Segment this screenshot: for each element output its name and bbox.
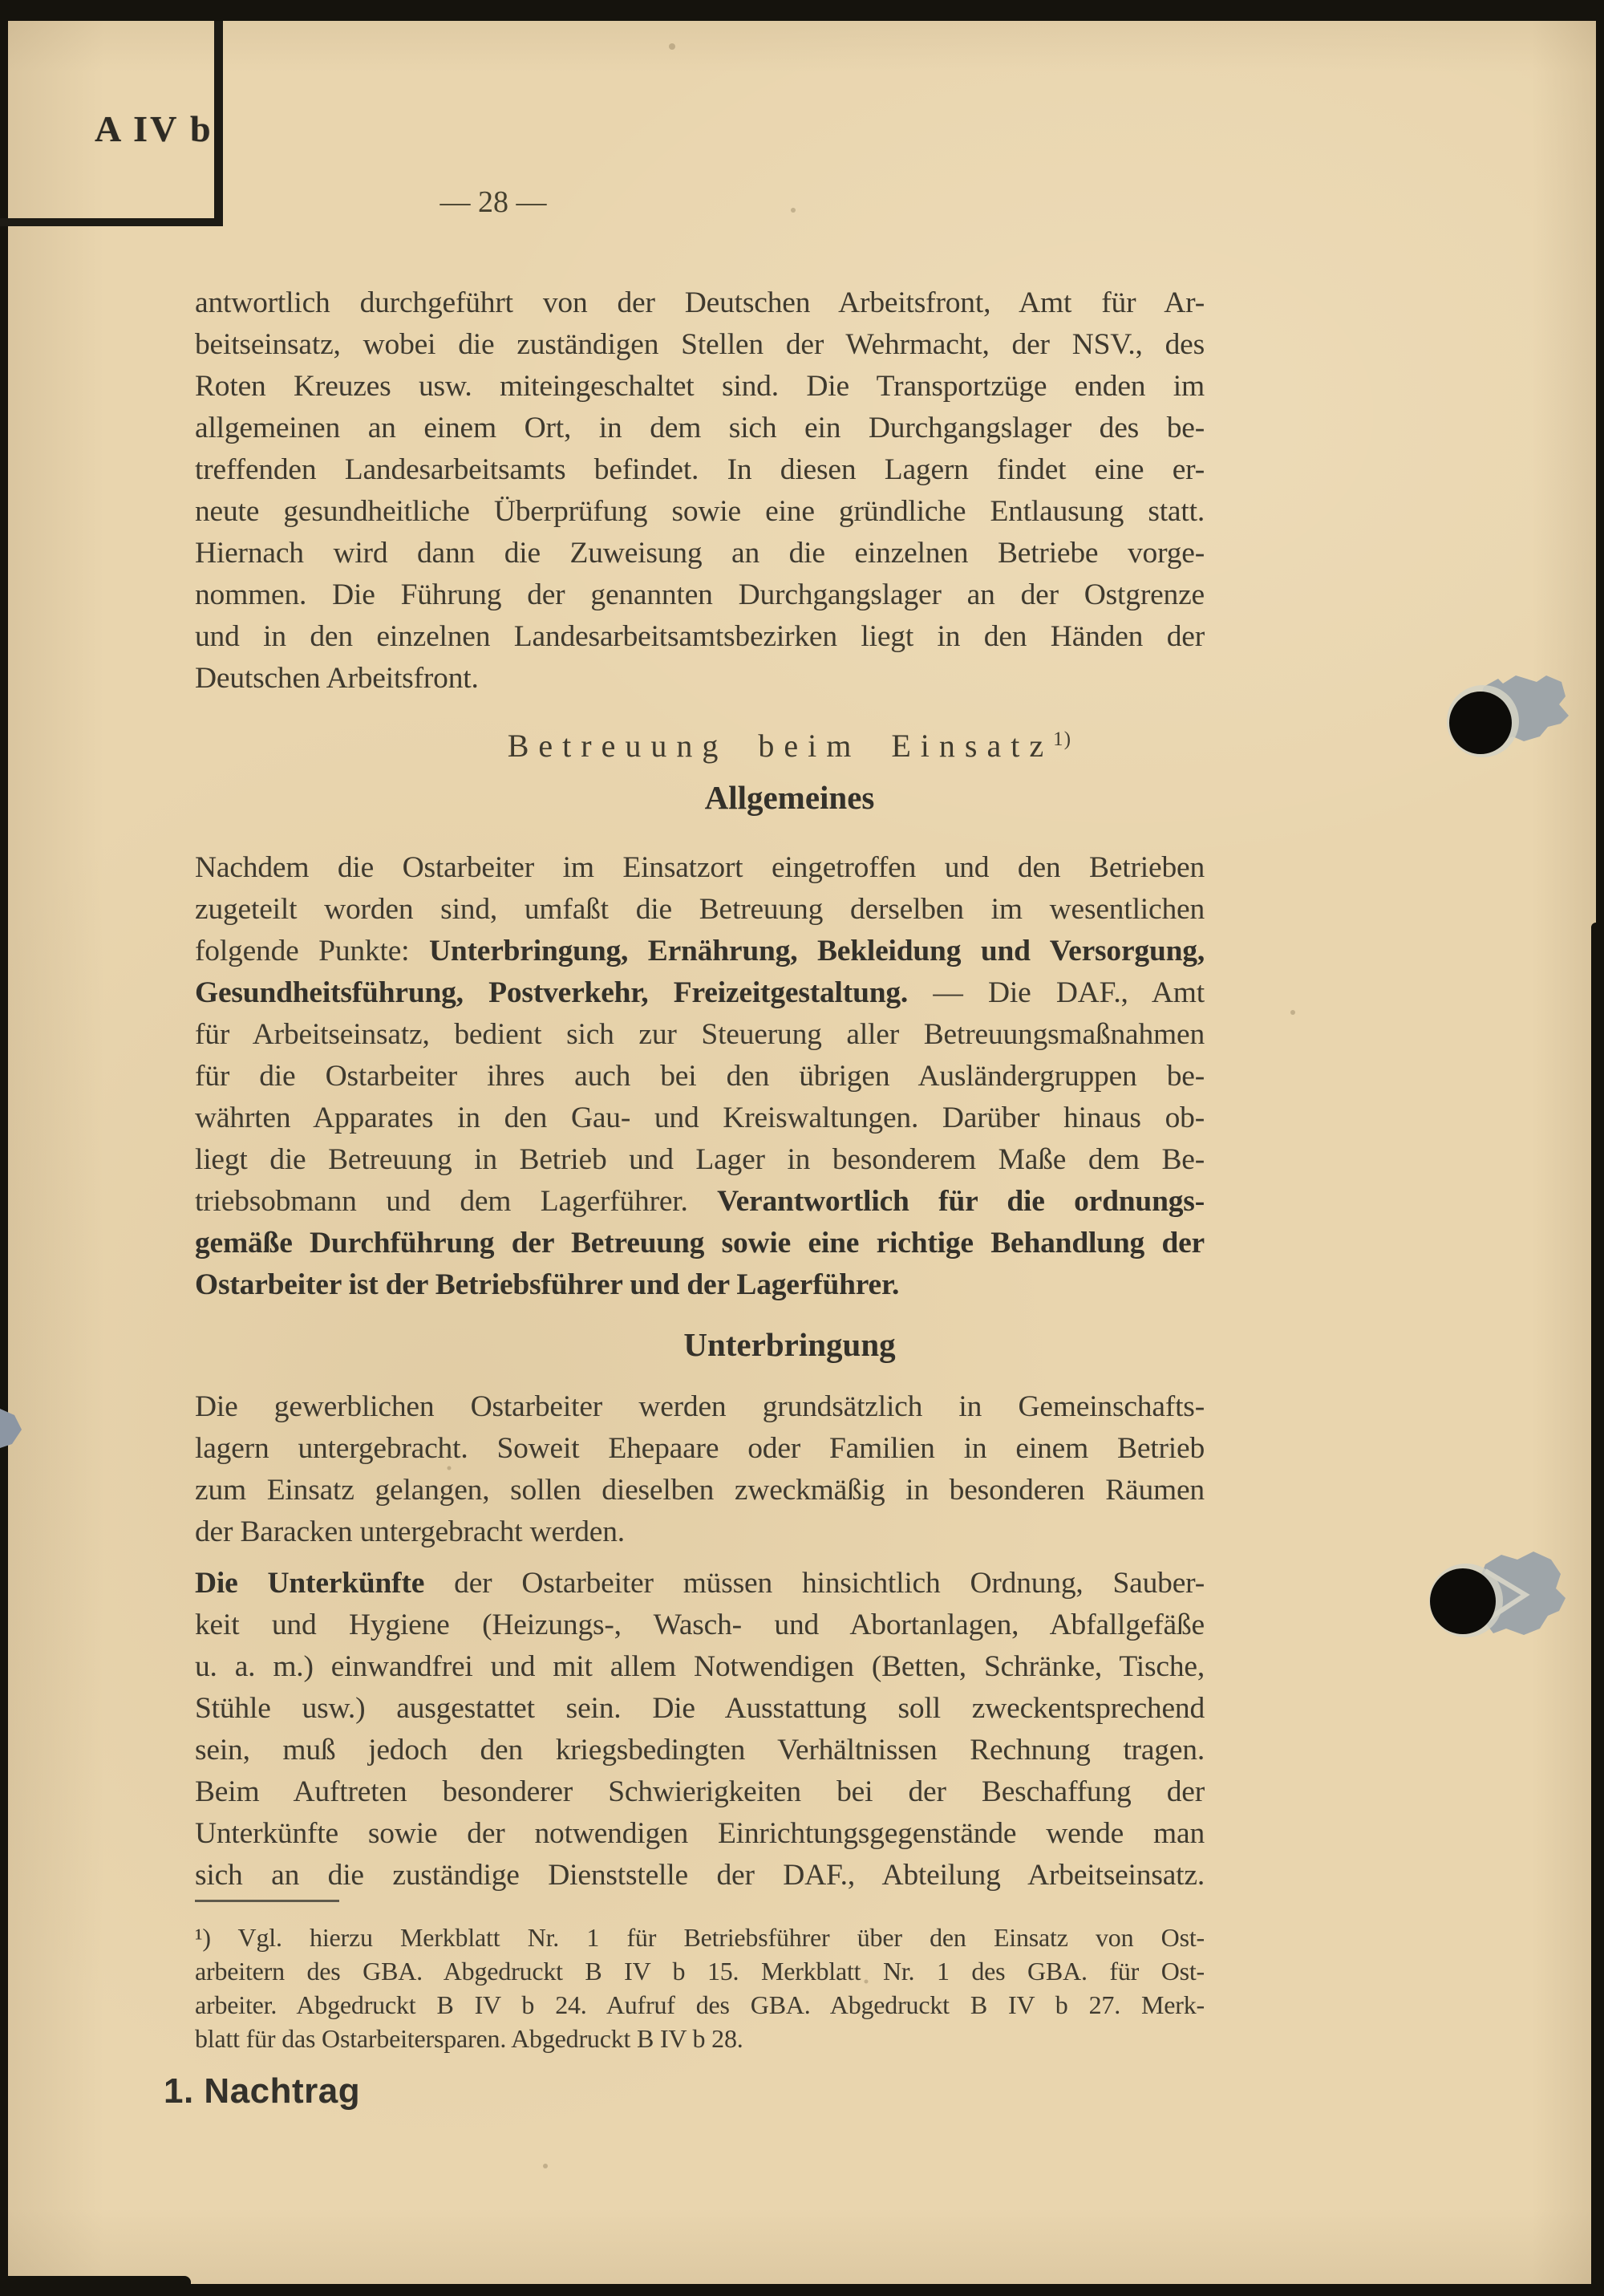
text-line bbox=[195, 1563, 1205, 1604]
text-line bbox=[195, 366, 1205, 408]
text-segment: neute gesundheitliche Überprüfung sowie eine gründliche Entlausung statt. bbox=[195, 495, 1205, 528]
text-line bbox=[195, 1688, 1205, 1730]
text-segment: Gesundheitsführung, Postverkehr, Freizeitgestaltung. bbox=[195, 976, 909, 1009]
text-segment: u. a. m.) einwandfrei und mit allem Notwendigen (Betten, Schränke, Tische, bbox=[195, 1650, 1205, 1683]
scan-border-right-wide bbox=[1591, 923, 1604, 2296]
text-segment: triebsobmann und dem Lagerführer. bbox=[195, 1185, 718, 1218]
paragraph-gemeinschaftslager bbox=[195, 1386, 1205, 1553]
text-segment: nommen. Die Führung der genannten Durchgangslager an der Ostgrenze bbox=[195, 578, 1205, 611]
text-line bbox=[195, 1771, 1205, 1813]
text-segment: Unterbringung, Ernährung, Bekleidung und Versorgung, bbox=[428, 935, 1205, 967]
section-tab-label: A IV b bbox=[95, 108, 213, 149]
heading-allgemeines: Allgemeines bbox=[704, 779, 875, 816]
text-line bbox=[195, 2022, 1205, 2055]
text-segment: keit und Hygiene (Heizungs-, Wasch- und Abortanlagen, Abfallgefäße bbox=[195, 1608, 1205, 1641]
text-segment: allgemeinen an einem Ort, in dem sich ein Durchgangslager des be- bbox=[195, 412, 1205, 444]
text-line bbox=[195, 1511, 1205, 1553]
text-line bbox=[195, 889, 1205, 931]
text-segment: der Ostarbeiter müssen hinsichtlich Ordnung, Sauber- bbox=[424, 1567, 1205, 1600]
text-line bbox=[195, 1139, 1205, 1181]
text-line bbox=[195, 533, 1205, 574]
scan-border-top bbox=[0, 0, 1604, 21]
text-line bbox=[195, 616, 1205, 658]
text-segment: zum Einsatz gelangen, sollen dieselben zweckmäßig in besonderen Räumen bbox=[195, 1474, 1205, 1507]
text-line bbox=[195, 1181, 1205, 1223]
text-segment: Verantwortlich für die ordnungs- bbox=[717, 1185, 1205, 1218]
text-line bbox=[195, 1470, 1205, 1511]
text-line bbox=[195, 1730, 1205, 1771]
torn-paper-ring bbox=[1429, 1564, 1503, 1637]
scan-border-bottom-left bbox=[0, 2276, 191, 2296]
heading-unterbringung: Unterbringung bbox=[683, 1326, 896, 1363]
text-segment: folgende Punkte: bbox=[195, 935, 429, 967]
hole-punch-bottom-icon bbox=[1430, 1568, 1496, 1634]
text-segment: beitseinsatz, wobei die zuständigen Stellen der Wehrmacht, der NSV., des bbox=[195, 328, 1205, 361]
footnote-divider-rule bbox=[195, 1900, 339, 1902]
torn-paper-crack bbox=[1485, 1571, 1525, 1619]
paragraph-betreuung bbox=[195, 847, 1205, 1306]
text-segment: arbeitern des GBA. Abgedruckt B IV b 15. Merkblatt Nr. 1 des GBA. für Ost- bbox=[195, 1957, 1205, 1986]
paragraph-unterkuenfte bbox=[195, 1563, 1205, 1896]
text-segment: Deutschen Arbeitsfront. bbox=[195, 662, 479, 695]
text-line bbox=[195, 658, 1205, 700]
text-line bbox=[195, 282, 1205, 324]
text-line bbox=[195, 1264, 1205, 1306]
text-segment: arbeiter. Abgedruckt B IV b 24. Aufruf des GBA. Abgedruckt B IV b 27. Merk- bbox=[195, 1990, 1205, 2019]
text-line bbox=[195, 1954, 1205, 1988]
text-segment: — Die DAF., Amt bbox=[908, 976, 1205, 1009]
text-line bbox=[195, 491, 1205, 533]
footnote-reference-mark: 1) bbox=[1053, 728, 1072, 750]
text-line bbox=[195, 1646, 1205, 1688]
text-segment: und in den einzelnen Landesarbeitsamtsbezirken liegt in den Händen der bbox=[195, 620, 1205, 653]
text-segment: treffenden Landesarbeitsamts befindet. In diesen Lagern findet eine er- bbox=[195, 453, 1205, 486]
text-segment: blatt für das Ostarbeitersparen. Abgedruckt B IV b 28. bbox=[195, 2024, 743, 2053]
scan-border-bottom bbox=[0, 2284, 1604, 2296]
text-segment: zugeteilt worden sind, umfaßt die Betreuung derselben im wesentlichen bbox=[195, 893, 1205, 926]
tab-rule-vertical bbox=[214, 21, 223, 226]
paragraph-transport bbox=[195, 282, 1205, 700]
text-line bbox=[195, 1813, 1205, 1855]
text-segment: der Baracken untergebracht werden. bbox=[195, 1515, 625, 1548]
text-line bbox=[195, 408, 1205, 449]
text-segment: Die gewerblichen Ostarbeiter werden grundsätzlich in Gemeinschafts- bbox=[195, 1390, 1205, 1423]
nachtrag-label: 1. Nachtrag bbox=[164, 2071, 361, 2111]
text-line bbox=[195, 1223, 1205, 1264]
text-line bbox=[195, 1014, 1205, 1056]
heading-betreuung-text: Betreuung beim Einsatz bbox=[507, 728, 1054, 764]
text-segment: Hiernach wird dann die Zuweisung an die einzelnen Betriebe vorge- bbox=[195, 537, 1205, 570]
text-line bbox=[195, 1056, 1205, 1097]
text-segment: Die Unterkünfte bbox=[195, 1567, 425, 1600]
text-line bbox=[195, 1428, 1205, 1470]
text-line bbox=[195, 1921, 1205, 1954]
paper-tear-smudge-bottom bbox=[1429, 1552, 1566, 1637]
text-segment: sich an die zuständige Dienststelle der DAF., Abteilung Arbeitseinsatz. bbox=[195, 1859, 1205, 1892]
text-segment: lagern untergebracht. Soweit Ehepaare oder Familien in einem Betrieb bbox=[195, 1432, 1205, 1465]
text-segment: Roten Kreuzes usw. miteingeschaltet sind. Die Transportzüge enden im bbox=[195, 370, 1205, 403]
footnote-text bbox=[195, 1921, 1205, 2055]
text-line bbox=[195, 847, 1205, 889]
text-line bbox=[195, 1855, 1205, 1896]
text-line bbox=[195, 1097, 1205, 1139]
text-segment: antwortlich durchgeführt von der Deutschen Arbeitsfront, Amt für Ar- bbox=[195, 286, 1205, 319]
text-segment: sein, muß jedoch den kriegsbedingten Verhältnissen Rechnung tragen. bbox=[195, 1734, 1205, 1767]
page-number: — 28 — bbox=[439, 185, 547, 219]
text-line bbox=[195, 931, 1205, 972]
text-line bbox=[195, 1604, 1205, 1646]
tab-rule-horizontal bbox=[0, 218, 223, 226]
text-segment: Stühle usw.) ausgestattet sein. Die Ausstattung soll zweckentsprechend bbox=[195, 1692, 1205, 1725]
text-line bbox=[195, 1988, 1205, 2022]
heading-betreuung-beim-einsatz bbox=[285, 727, 1294, 765]
text-segment: Beim Auftreten besonderer Schwierigkeiten bei der Beschaffung der bbox=[195, 1775, 1205, 1808]
text-line bbox=[195, 449, 1205, 491]
text-segment: für die Ostarbeiter ihres auch bei den übrigen Ausländergruppen be- bbox=[195, 1060, 1205, 1093]
scan-border-left bbox=[0, 0, 8, 2296]
text-segment: währten Apparates in den Gau- und Kreiswaltungen. Darüber hinaus ob- bbox=[195, 1101, 1205, 1134]
text-segment: ¹) Vgl. hierzu Merkblatt Nr. 1 für Betriebsführer über den Einsatz von Ost- bbox=[195, 1923, 1205, 1952]
text-segment: Unterkünfte sowie der notwendigen Einrichtungsgegenstände wende man bbox=[195, 1817, 1205, 1850]
text-segment: für Arbeitseinsatz, bedient sich zur Steuerung aller Betreuungsmaßnahmen bbox=[195, 1018, 1205, 1051]
text-line bbox=[195, 324, 1205, 366]
hole-punch-top-icon bbox=[1449, 692, 1512, 754]
text-line bbox=[195, 972, 1205, 1014]
text-segment: gemäße Durchführung der Betreuung sowie eine richtige Behandlung der bbox=[195, 1227, 1205, 1260]
paper-tear-smudge-top bbox=[1447, 675, 1569, 757]
text-line bbox=[195, 1386, 1205, 1428]
text-segment: Nachdem die Ostarbeiter im Einsatzort eingetroffen und den Betrieben bbox=[195, 851, 1205, 884]
text-segment: Ostarbeiter ist der Betriebsführer und der Lagerführer. bbox=[195, 1268, 900, 1301]
torn-paper-ring bbox=[1447, 685, 1519, 757]
text-segment: liegt die Betreuung in Betrieb und Lager in besonderem Maße dem Be- bbox=[195, 1143, 1205, 1176]
text-line bbox=[195, 574, 1205, 616]
